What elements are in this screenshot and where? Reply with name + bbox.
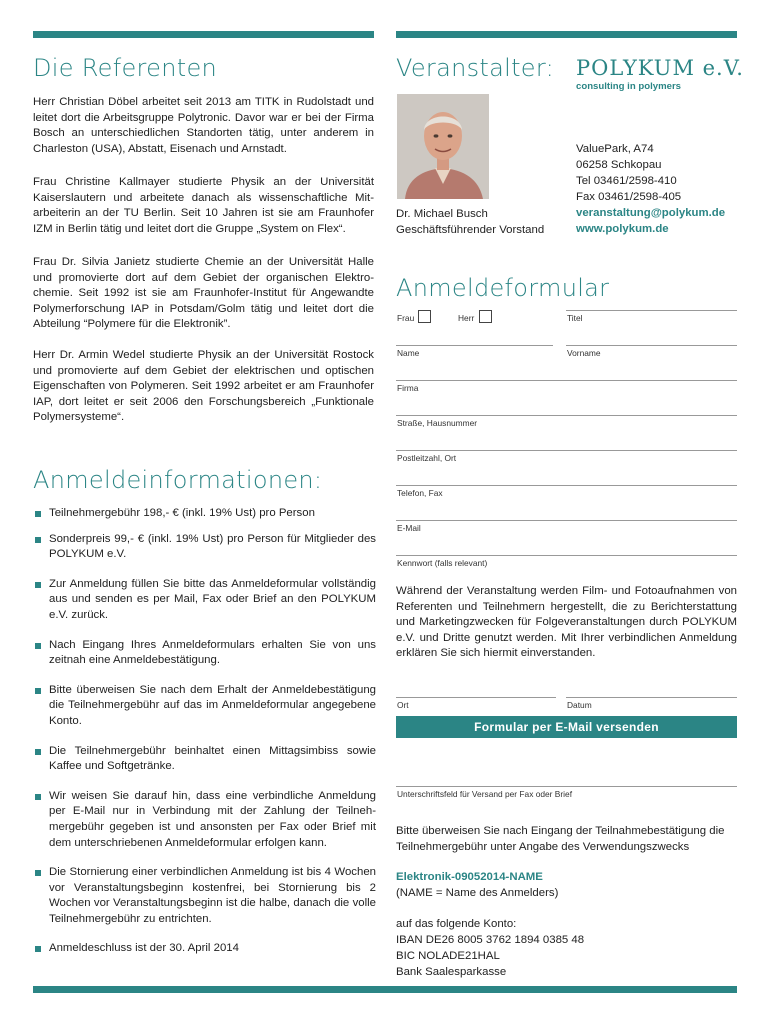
bullet-square-icon: [35, 794, 41, 800]
bullet-square-icon: [35, 749, 41, 755]
bio-kallmayer: Frau Christine Kallmayer studierte Physik an der Universität Kaiserslautern und arbeitete danach als wissenschaftliche Mitarbeiterin an der TU Berlin. Seit 10 Jahren ist sie am Fraunhofer IZM in Berlin tätig und leitet dort die Gruppe „System on Flex“.: [33, 176, 374, 235]
ort-label: Ort: [397, 700, 409, 710]
top-bar-left: [33, 31, 374, 38]
info-item: Sonderpreis 99,- € (inkl. 19% Ust) pro Person für Mitglieder des POLYKUM e.V.: [33, 532, 376, 563]
payment-reference: Elektronik-09052014-NAME: [396, 871, 543, 883]
info-item: Zur Anmeldung füllen Sie bitte das Anmeldeformular vollständig aus und senden es per Mail, Fax oder Brief an den POLYKUM e.V. zurück.: [33, 577, 376, 624]
polykum-logo: [576, 56, 744, 92]
bullet-square-icon: [35, 688, 41, 694]
bio-janietz: Frau Dr. Silvia Janietz studierte Chemie an der Universität Halle und promovierte dort auf dem Gebiet der organischen Elektrochemie. Seit 1992 ist sie am Fraunhofer-Institut für Angewandte Polymerforschung IAP in Potsdam/Golm tätig und leitet dort die Abteilung “Polymere für die Elektronik”.: [33, 256, 374, 331]
consent-text: Während der Veranstaltung werden Film- und Fotoaufnahmen von Referenten und Teilnehmern hergestellt, die zu Berichterstattung und Marketingzwecken für Folgeveranstaltungen durch POLYKUM e.V. und Dritte genutzt werden. Mit Ihrer verbindlichen Anmeldung erklären Sie sich hiermit einverstanden.: [396, 585, 737, 660]
vorname-label: Vorname: [567, 348, 601, 358]
bio-wedel: Herr Dr. Armin Wedel studierte Physik an der Universität Rostock und promovierte auf dem Gebiet der elektrischen und optischen Eigenschaften von Polymeren. Seit 1992 arbeitet er am Fraunhofer IAP, dort leitet er seit 2006 den Forschungsbereich „Funktionale Polymersysteme“.: [33, 349, 374, 424]
organizer-person-name: Dr. Michael Busch: [396, 208, 488, 220]
logo-name: POLYKUM e.V.: [576, 56, 744, 80]
plz-ort-label: Postleitzahl, Ort: [397, 453, 457, 463]
organizer-person-role: Geschäftsführender Vorstand: [396, 224, 545, 236]
top-bar-right: [396, 31, 737, 38]
strasse-label: Straße, Hausnummer: [397, 418, 478, 428]
portrait-photo: [397, 94, 489, 199]
address-line: 06258 Schkopau: [576, 159, 662, 171]
bottom-bar: [33, 986, 737, 993]
info-item: Die Teilnehmergebühr beinhaltet einen Mittagsimbiss sowie Kaffee und Softgetränke.: [33, 744, 376, 775]
name-label: Name: [397, 348, 420, 358]
info-title: Anmeldeinformationen:: [33, 466, 323, 494]
bullet-square-icon: [35, 643, 41, 649]
bullet-square-icon: [35, 511, 41, 517]
datum-label: Datum: [567, 700, 592, 710]
bic: BIC NOLADE21HAL: [396, 950, 500, 962]
info-list: [33, 506, 376, 957]
firma-field[interactable]: [396, 380, 737, 381]
payment-intro: Bitte überweisen Sie nach Eingang der Teilnahmebestätigung die Teilnehmergebühr unter Angabe des Verwendungszwecks: [396, 825, 725, 853]
herr-checkbox[interactable]: [479, 310, 492, 323]
account-intro: auf das folgende Konto:: [396, 918, 517, 930]
bullet-square-icon: [35, 537, 41, 543]
strasse-field[interactable]: [396, 415, 737, 416]
titel-label: Titel: [567, 313, 583, 323]
email-field[interactable]: [396, 520, 737, 521]
logo-subtitle: consulting in polymers: [576, 81, 682, 92]
info-item: Wir weisen Sie darauf hin, dass eine verbindliche Anmeldung per E-Mail nur in Verbindung mit der Zahlung der Teilnehmergebühr gegeben ist und ansonsten per Fax oder Brief mit dem unterschriebenen Anmeldeformular erfolgen kann.: [33, 789, 376, 851]
form-title: Anmeldeformular: [396, 274, 610, 302]
name-field[interactable]: [396, 345, 553, 346]
herr-label: Herr: [458, 313, 475, 323]
bio-doebel: Herr Christian Döbel arbeitet seit 2013 am TITK in Rudolstadt und leitet dort die Arbeitsgruppe Polytronic. Davor war er bei der Firma Bosch an unterschiedlichen Standorten tätig, unter anderem in Charleston (USA), Abstatt, Eisenach und Arnstadt.: [33, 96, 374, 155]
referenten-title: Die Referenten: [33, 54, 218, 82]
frau-checkbox[interactable]: [418, 310, 431, 323]
info-item: Die Stornierung einer verbindlichen Anmeldung ist bis 4 Wochen vor Veranstaltungsbeginn kostenfrei, bei Stornierung bis 2 Wochen vor Veranstaltungsbeginn ist die halbe, danach die volle Teilnehmergebühr zu entrichten.: [33, 865, 376, 927]
info-item: Teilnehmergebühr 198,- € (inkl. 19% Ust) pro Person: [33, 506, 376, 522]
send-email-button[interactable]: Formular per E-Mail versenden: [396, 716, 737, 738]
info-item: Nach Eingang Ihres Anmeldeformulars erhalten Sie von uns zeitnah eine Anmeldebestätigung.: [33, 638, 376, 669]
bullet-square-icon: [35, 946, 41, 952]
datum-field[interactable]: [566, 697, 737, 698]
signature-label: Unterschriftsfeld für Versand per Fax oder Brief: [397, 789, 573, 799]
title-field[interactable]: [566, 310, 737, 311]
info-item: Bitte überweisen Sie nach dem Erhalt der Anmeldebestätigung die Teilnehmergebühr auf das im Anmeldeformular angegebene Konto.: [33, 683, 376, 730]
bullet-square-icon: [35, 582, 41, 588]
bank: Bank Saalesparkasse: [396, 966, 507, 978]
organizer-title: Veranstalter:: [396, 54, 555, 82]
bullet-square-icon: [35, 870, 41, 876]
telefon-field[interactable]: [396, 485, 737, 486]
payment-reference-note: (NAME = Name des Anmelders): [396, 887, 559, 899]
kennwort-field[interactable]: [396, 555, 737, 556]
address-line: Tel 03461/2598-410: [576, 175, 677, 187]
info-item: Anmeldeschluss ist der 30. April 2014: [33, 941, 376, 957]
signature-field[interactable]: [396, 786, 737, 787]
address-line: Fax 03461/2598-405: [576, 191, 682, 203]
portrait-photo-icon: [397, 94, 489, 199]
frau-label: Frau: [397, 313, 415, 323]
address-line: ValuePark, A74: [576, 143, 654, 155]
email-label: E-Mail: [397, 523, 421, 533]
organizer-website-link[interactable]: www.polykum.de: [576, 223, 669, 235]
iban: IBAN DE26 8005 3762 1894 0385 48: [396, 934, 585, 946]
vorname-field[interactable]: [566, 345, 737, 346]
firma-label: Firma: [397, 383, 419, 393]
telefon-label: Telefon, Fax: [397, 488, 443, 498]
ort-field[interactable]: [396, 697, 556, 698]
kennwort-label: Kennwort (falls relevant): [397, 558, 488, 568]
plz-ort-field[interactable]: [396, 450, 737, 451]
organizer-email-link[interactable]: veranstaltung@polykum.de: [576, 207, 726, 219]
